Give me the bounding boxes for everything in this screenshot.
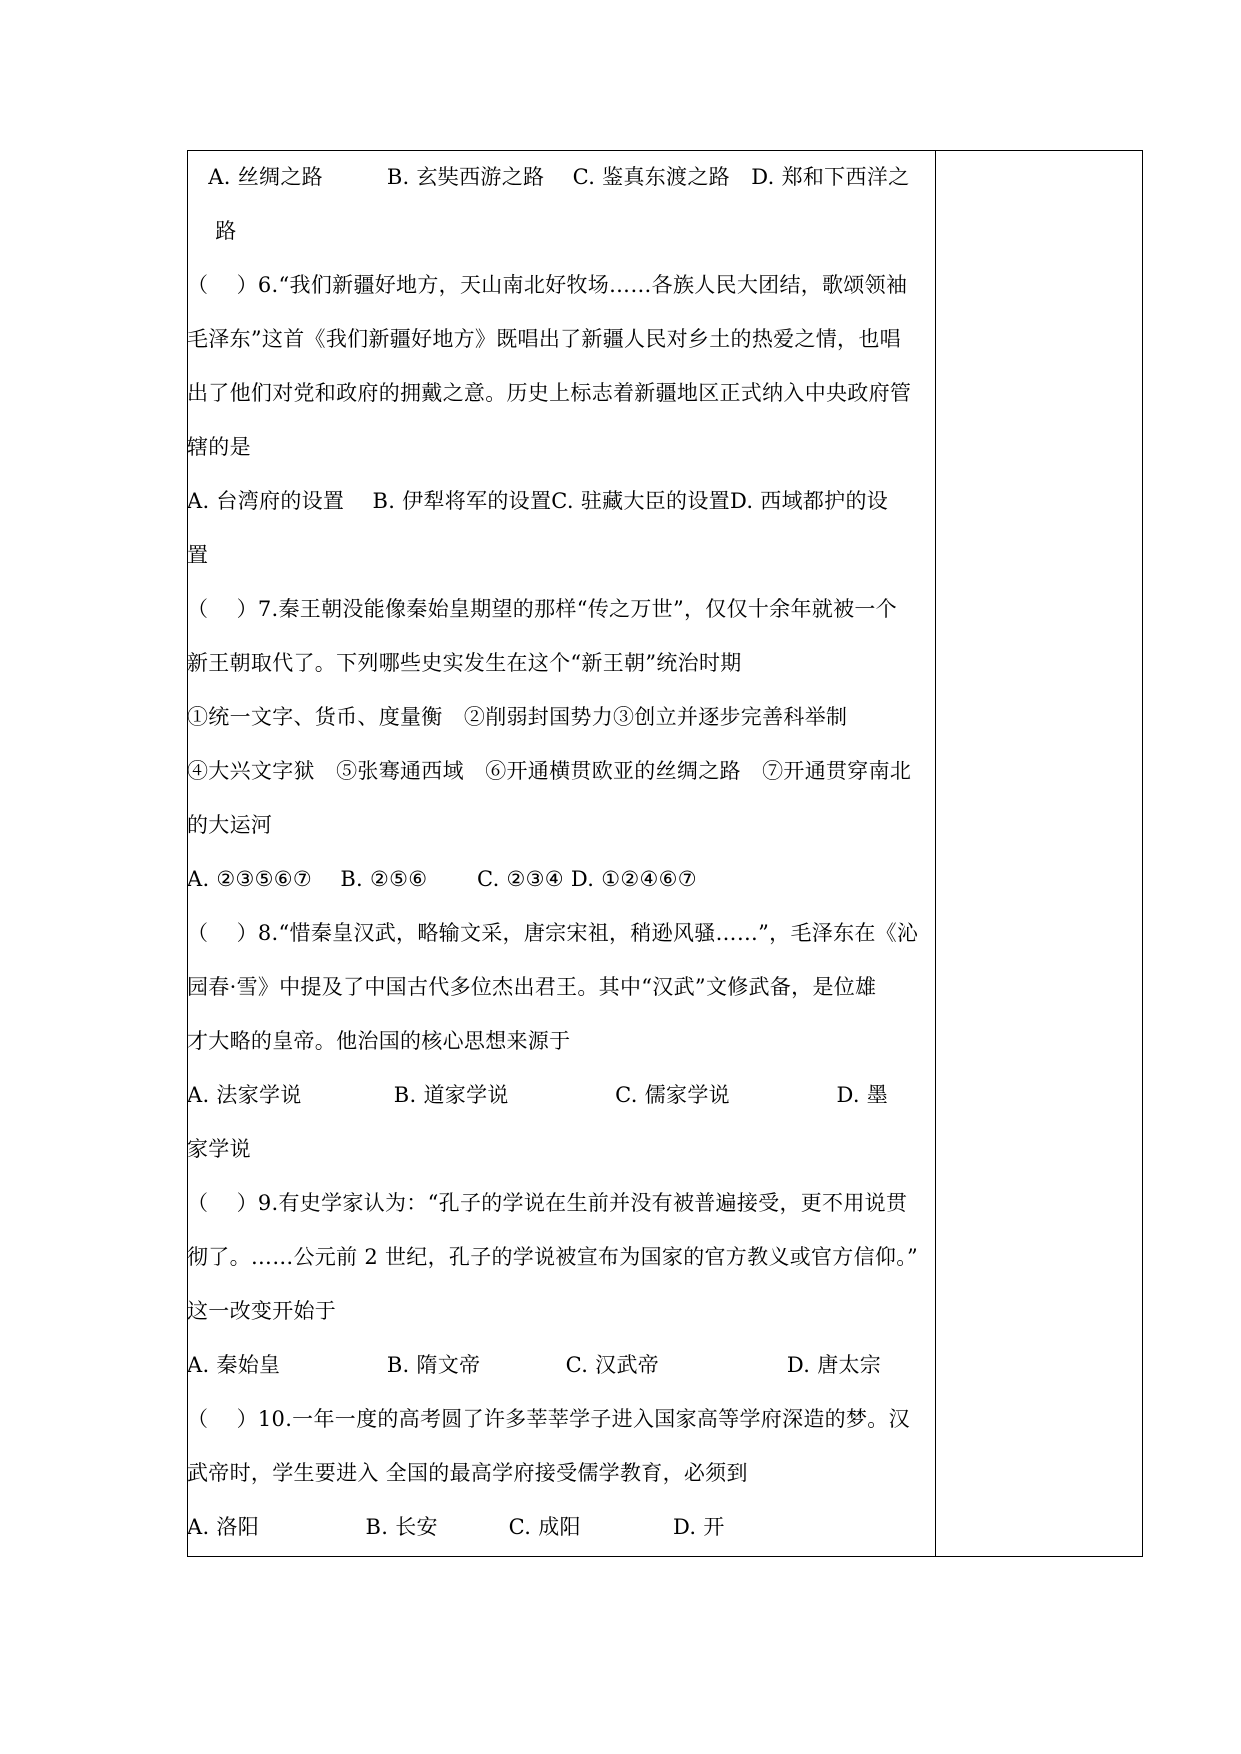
text-line: （ ）7.秦王朝没能像秦始皇期望的那样“传之万世”，仅仅十余年就被一个 <box>187 597 897 621</box>
text-line: 出了他们对党和政府的拥戴之意。历史上标志着新疆地区正式纳入中央政府管 <box>187 381 912 405</box>
text-line: 武帝时，学生要进入 全国的最高学府接受儒学教育，必须到 <box>187 1461 748 1485</box>
question-cell <box>187 150 935 1557</box>
text-line: 新王朝取代了。下列哪些史实发生在这个“新王朝”统治时期 <box>187 651 742 675</box>
text-line: 辖的是 <box>187 435 251 459</box>
text-line: 的大运河 <box>187 813 273 837</box>
text-line: 彻了。……公元前 2 世纪，孔子的学说被宣布为国家的官方教义或官方信仰。” <box>187 1245 919 1269</box>
text-line: A. 洛阳 B. 长安 C. 成阳 D. 开 <box>187 1515 725 1539</box>
text-line: 这一改变开始于 <box>187 1299 337 1323</box>
text-line: （ ）9.有史学家认为：“孔子的学说在生前并没有被普遍接受，更不用说贯 <box>187 1191 908 1215</box>
text-line: A. ②③⑤⑥⑦ B. ②⑤⑥ C. ②③④ D. ①②④⑥⑦ <box>187 867 697 891</box>
text-line: A. 丝绸之路 B. 玄奘西游之路 C. 鉴真东渡之路 D. 郑和下西洋之 <box>187 165 910 189</box>
text-line: 家学说 <box>187 1137 251 1161</box>
text-line: （ ）6.“我们新疆好地方，天山南北好牧场……各族人民大团结，歌颂领袖 <box>187 273 908 297</box>
text-line: A. 台湾府的设置 B. 伊犁将军的设置C. 驻藏大臣的设置D. 西域都护的设 <box>187 489 889 513</box>
text-line: 置 <box>187 543 209 567</box>
text-line: 路 <box>187 219 237 243</box>
text-line: A. 秦始皇 B. 隋文帝 C. 汉武帝 D. 唐太宗 <box>187 1353 882 1377</box>
text-line: 才大略的皇帝。他治国的核心思想来源于 <box>187 1029 571 1053</box>
text-line: ④大兴文字狱 ⑤张骞通西域 ⑥开通横贯欧亚的丝绸之路 ⑦开通贯穿南北 <box>187 759 912 783</box>
text-line: （ ）8.“惜秦皇汉武，略输文采，唐宗宋祖，稍逊风骚……”，毛泽东在《沁 <box>187 921 919 945</box>
text-line: （ ）10.一年一度的高考圆了许多莘莘学子进入国家高等学府深造的梦。汉 <box>187 1407 910 1431</box>
column-divider <box>935 150 936 1557</box>
text-line: 园春·雪》中提及了中国古代多位杰出君王。其中“汉武”文修武备，是位雄 <box>187 975 877 999</box>
right-empty-cell <box>937 151 1142 1556</box>
text-line: A. 法家学说 B. 道家学说 C. 儒家学说 D. 墨 <box>187 1083 889 1107</box>
text-line: ①统一文字、货币、度量衡 ②削弱封国势力③创立并逐步完善科举制 <box>187 705 848 729</box>
text-line: 毛泽东”这首《我们新疆好地方》既唱出了新疆人民对乡土的热爱之情，也唱 <box>187 327 901 351</box>
